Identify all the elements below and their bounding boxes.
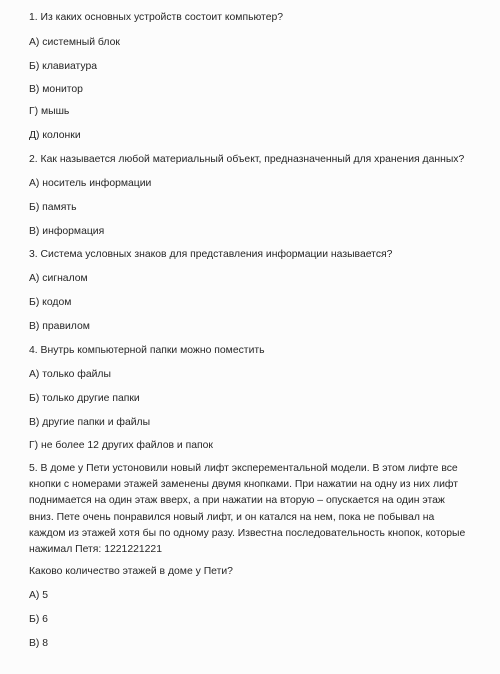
- question-4-option-b: Б) только другие папки: [29, 393, 140, 404]
- question-5-line: поднимается на один этаж вверх, а при нажатии на вторую – опускается на один этаж: [29, 495, 445, 507]
- question-3-option-c: В) правилом: [29, 321, 90, 332]
- question-2-option-a: А) носитель информации: [29, 178, 152, 189]
- question-1-option-b: Б) клавиатура: [29, 61, 98, 72]
- question-5-line: каждом из этажей хотя бы по одному разу. Известна последовательность кнопок, которые: [29, 527, 466, 539]
- question-3-option-b: Б) кодом: [29, 297, 72, 308]
- question-1-text: 1. Из каких основных устройств состоит компьютер?: [29, 12, 284, 23]
- question-1-option-c: В) монитор: [29, 84, 83, 95]
- question-2-option-b: Б) память: [29, 202, 77, 213]
- question-5-line: нажимал Петя: 1221221221: [29, 544, 162, 556]
- question-3-text: 3. Система условных знаков для представления информации называется?: [29, 249, 393, 260]
- question-1-option-a: А) системный блок: [29, 37, 120, 48]
- question-5-option-a: А) 5: [29, 590, 49, 601]
- question-5-line: 5. В доме у Пети устоновили новый лифт эксперементальной модели. В этом лифте все: [29, 463, 458, 474]
- question-5-prompt: Каково количество этажей в доме у Пети?: [29, 566, 233, 577]
- question-4-text: 4. Внутрь компьютерной папки можно поместить: [29, 345, 265, 356]
- question-4-option-c: В) другие папки и файлы: [29, 417, 151, 428]
- question-5-line: кнопки с номерами этажей заменены двумя кнопками. При нажатии на одну из них лифт: [29, 479, 458, 491]
- question-1-option-e: Д) колонки: [29, 130, 81, 141]
- question-5-option-b: Б) 6: [29, 614, 48, 625]
- question-1-option-d: Г) мышь: [29, 106, 70, 117]
- question-2-text: 2. Как называется любой материальный объект, предназначенный для хранения данных?: [29, 154, 465, 165]
- question-2-option-c: В) информация: [29, 226, 105, 237]
- question-5-text: [29, 461, 499, 558]
- question-4-option-d: Г) не более 12 других файлов и папок: [29, 440, 213, 451]
- question-5-line: вниз. Пете очень понравился новый лифт, и он катался на нем, пока не побывал на: [29, 511, 435, 523]
- question-4-option-a: А) только файлы: [29, 369, 111, 380]
- question-3-option-a: А) сигналом: [29, 273, 88, 284]
- question-5-option-c: В) 8: [29, 638, 49, 649]
